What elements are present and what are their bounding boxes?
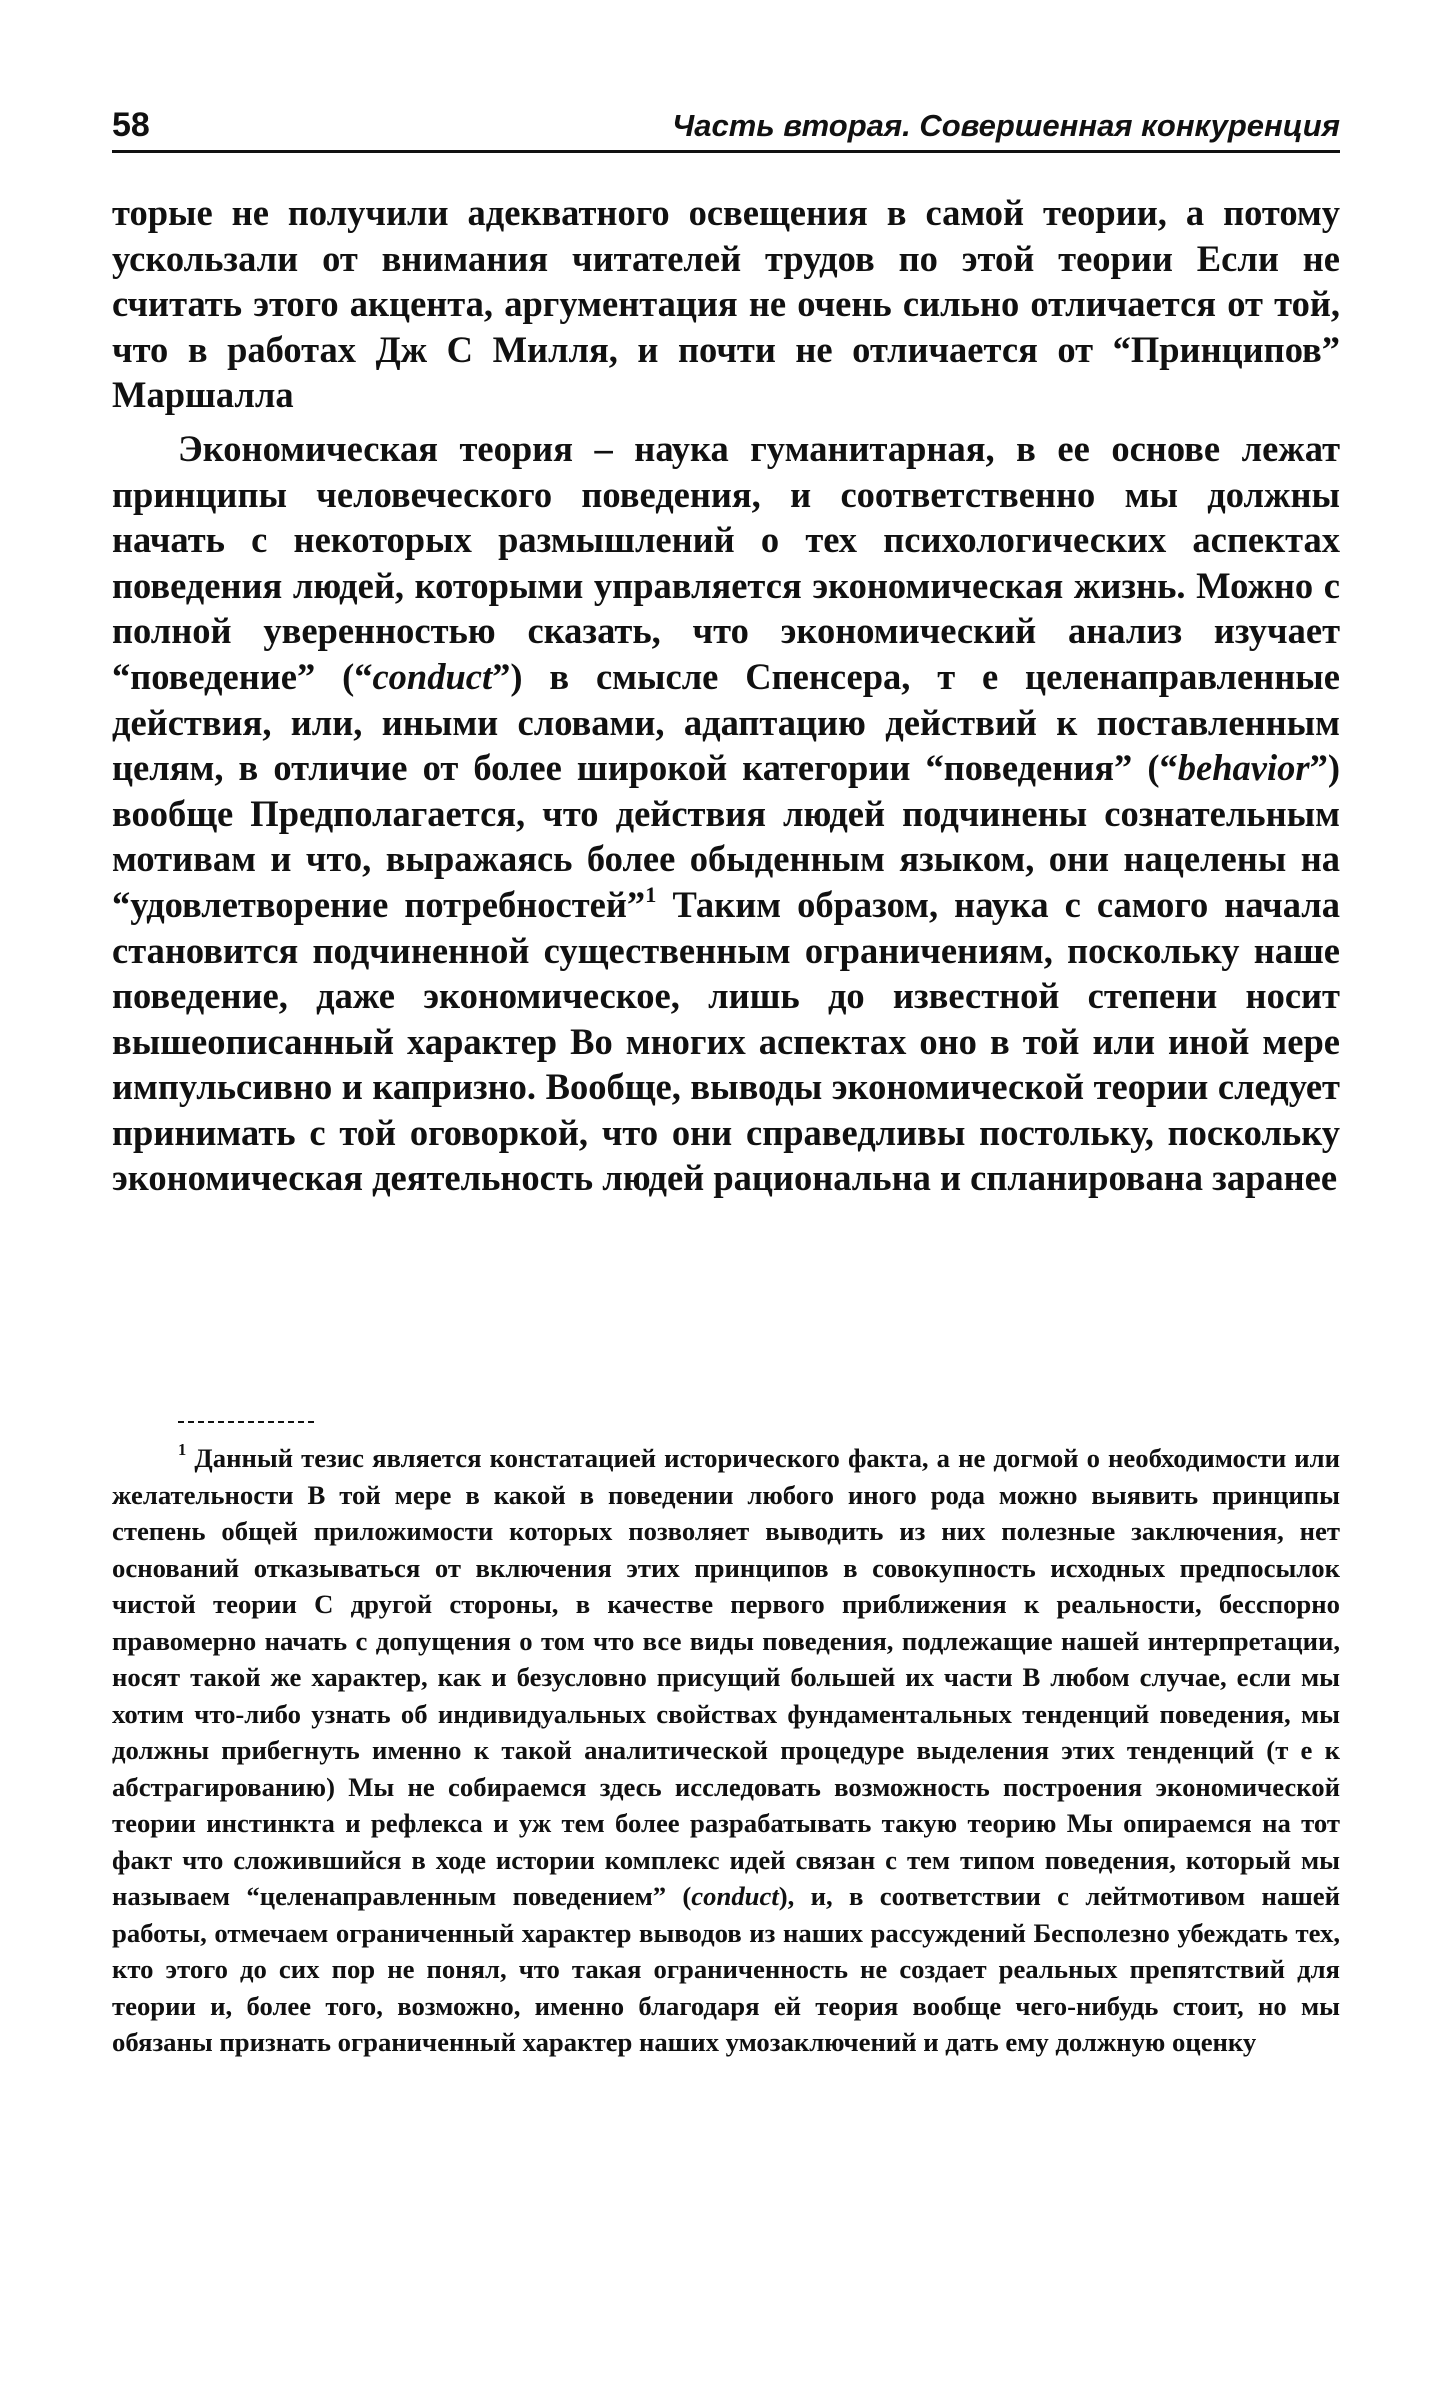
paragraph-text: Таким образом, наука с самого начала становится подчиненной существенным ограничениям, поскольку наше поведение, даже экономическое, лишь до известной степени носит вышеописанный характер Во многих аспектах оно в той или иной мере импульсивно и капризно. Вообще, выводы экономической теории следует принимать с той оговоркой, что они справедливы постольку, поскольку экономическая деятельность людей рациональна и спланирована заранее xyxy=(112,883,1340,1199)
footnote-term-conduct: conduct xyxy=(691,1881,779,1911)
paragraph-economic-theory xyxy=(112,426,1340,1201)
main-text xyxy=(112,190,1340,1201)
footnote xyxy=(112,1440,1340,2061)
footnote-reference: 1 xyxy=(645,881,657,907)
running-head: Часть вторая. Совершенная конкуренция xyxy=(672,108,1340,143)
term-behavior: behavior xyxy=(1177,747,1310,789)
footnote-divider xyxy=(178,1421,314,1423)
footnote-marker: 1 xyxy=(178,1440,187,1460)
term-conduct: conduct xyxy=(372,655,493,697)
footnote-segment: Данный тезис является констатацией исторического факта, а не догмой о необходимости или желательности В той мере в какой в поведении любого иного рода можно выявить принципы степень общей приложимости которых позволяет выводить из них полезные заключения, нет оснований отказываться от включения этих принципов в совокупность исходных предпосылок чистой теории С другой стороны, в качестве первого приближения к реальности, бесспорно правомерно начать с допущения о том что все виды поведения, подлежащие нашей интерпретации, носят такой же характер, как и безусловно присущий большей их части В любом случае, если мы хотим что-либо узнать об индивидуальных свойствах фундаментальных тенденций поведения, мы должны прибегнуть именно к такой аналитической процедуре выделения этих тенденций (т е к абстрагированию) Мы не собираемся здесь исследовать возможность построения экономической теории инстинкта и рефлекса и уж тем более разрабатывать такую теорию Мы опираемся на тот факт что сложившийся в ходе истории комплекс идей связан с тем типом поведения, который мы называем “целенаправленным поведением” ( xyxy=(112,1443,1340,1911)
footnote-segment: ), и, в соответствии с лейтмотивом нашей работы, отмечаем ограниченный характер выводов из наших рассуждений Бесполезно убеждать тех, кто этого до сих пор не понял, что такая ограниченность не создает реальных препятствий для теории и, более того, возможно, именно благодаря ей теория вообще чего-нибудь стоит, но мы обязаны признать ограниченный характер наших умозаключений и дать ему должную оценку xyxy=(112,1881,1340,2057)
paragraph-text: ”) в смысле Спенсера, т е целенаправленные действия, или, иными словами, адаптацию действий к поставленным целям, в отличие от более широкой категории “поведения” (“ xyxy=(112,655,1340,789)
page-header xyxy=(112,100,1340,153)
footnote-text xyxy=(112,1440,1340,2061)
paragraph-text: Экономическая теория – наука гуманитарная, в ее основе лежат принципы человеческого поведения, и соответственно мы должны начать с некоторых размышлений о тех психологических аспектах поведения людей, которыми управляется экономическая жизнь. Можно с полной уверенностью сказать, что экономический анализ изучает “поведение” (“ xyxy=(112,427,1340,697)
page-number: 58 xyxy=(112,106,150,144)
paragraph-continuation: торые не получили адекватного освещения в самой теории, а потому ускользали от внимания читателей трудов по этой теории Если не считать этого акцента, аргументация не очень сильно отличается от той, что в работах Дж С Милля, и почти не отличается от “Принципов” Маршалла xyxy=(112,192,1340,416)
paragraph-text: ”) вообще Предполагается, что действия людей подчинены сознательным мотивам и что, выражаясь более обыденным языком, они нацелены на “удовлетворение потребностей” xyxy=(112,747,1340,925)
